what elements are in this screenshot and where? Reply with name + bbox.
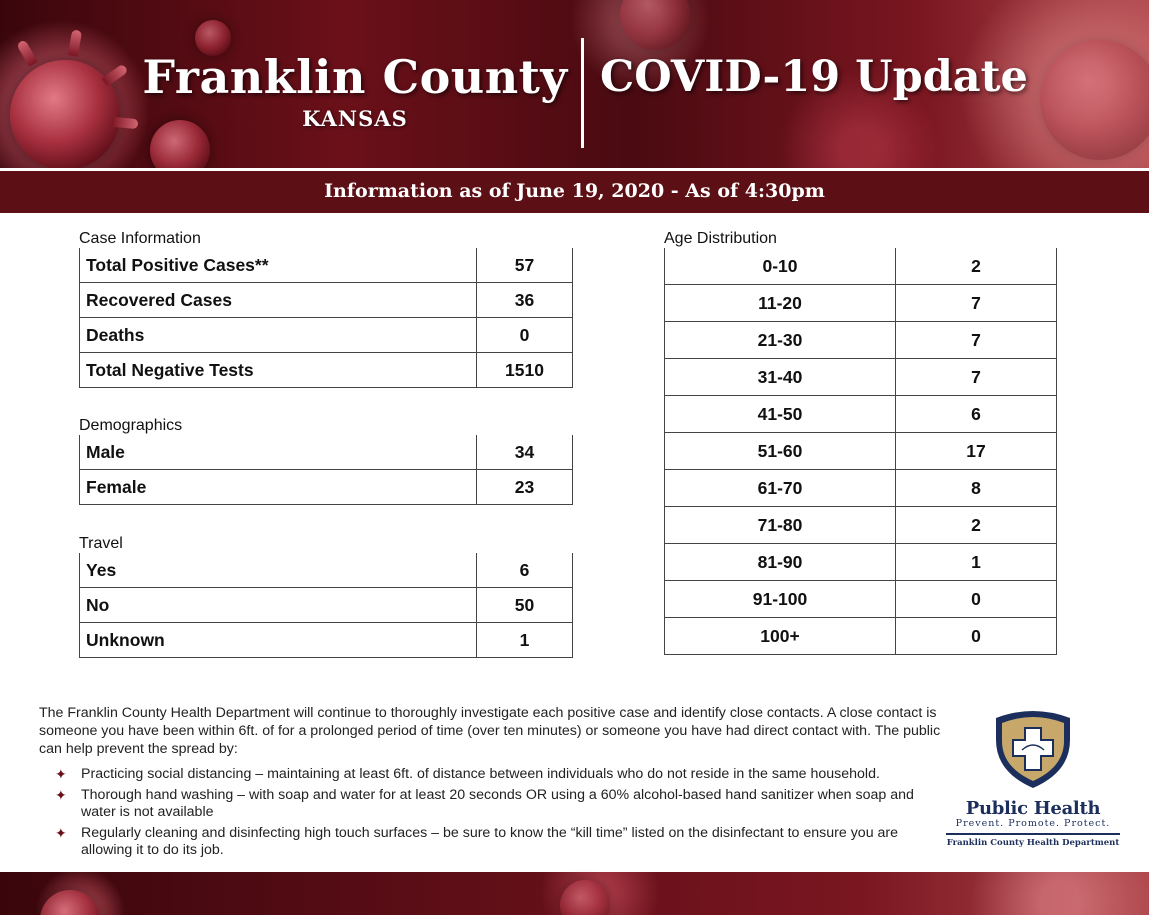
age-range: 51-60 — [665, 433, 896, 469]
header-banner — [0, 0, 1149, 168]
row-label: Recovered Cases — [80, 283, 477, 317]
age-count: 17 — [966, 441, 986, 461]
case-information-heading: Case Information — [79, 230, 201, 247]
table-row — [664, 470, 1057, 507]
virus-illustration — [560, 880, 610, 915]
age-count: 6 — [971, 404, 981, 424]
logo-department: Franklin County Health Department — [946, 838, 1120, 848]
virus-spike — [16, 39, 38, 67]
age-distribution-heading: Age Distribution — [664, 230, 777, 247]
table-row — [79, 623, 573, 658]
row-value: 34 — [514, 442, 535, 462]
table-row — [79, 318, 573, 353]
table-row — [664, 581, 1057, 618]
row-value: 50 — [514, 595, 535, 615]
age-range: 21-30 — [665, 322, 896, 358]
age-range: 100+ — [665, 618, 896, 654]
bullet-text: Practicing social distancing – maintaining at least 6ft. of distance between individuals who do not reside in the same household. — [81, 766, 880, 782]
logo-divider — [946, 833, 1120, 835]
row-label: Total Negative Tests — [80, 353, 477, 387]
case-information-table — [79, 230, 573, 388]
age-range: 71-80 — [665, 507, 896, 543]
header-divider — [581, 38, 584, 148]
row-label: Total Positive Cases** — [80, 248, 477, 282]
age-range: 61-70 — [665, 470, 896, 506]
age-count: 7 — [971, 330, 981, 350]
virus-illustration — [1040, 40, 1149, 160]
age-range: 0-10 — [665, 248, 896, 284]
age-range: 11-20 — [665, 285, 896, 321]
table-row — [664, 322, 1057, 359]
age-range: 31-40 — [665, 359, 896, 395]
virus-illustration — [620, 0, 690, 50]
row-label: Yes — [80, 553, 477, 587]
table-row — [664, 396, 1057, 433]
row-label: Unknown — [80, 623, 477, 657]
row-value: 6 — [519, 560, 530, 580]
travel-table — [79, 535, 573, 658]
age-range: 91-100 — [665, 581, 896, 617]
table-row — [79, 553, 573, 588]
virus-spike — [68, 29, 82, 56]
info-date-bar: Information as of June 19, 2020 - As of 4:30pm — [0, 171, 1149, 213]
update-title: COVID-19 Update — [600, 52, 1028, 102]
footer-band — [0, 872, 1149, 915]
table-row — [664, 433, 1057, 470]
table-row — [79, 353, 573, 388]
age-count: 0 — [971, 626, 981, 646]
age-count: 2 — [971, 515, 981, 535]
age-range: 81-90 — [665, 544, 896, 580]
virus-illustration — [40, 890, 100, 915]
row-value: 36 — [514, 290, 535, 310]
age-range: 41-50 — [665, 396, 896, 432]
demographics-table — [79, 417, 573, 505]
age-count: 7 — [971, 293, 981, 313]
table-row — [664, 248, 1057, 285]
age-count: 7 — [971, 367, 981, 387]
table-row — [79, 283, 573, 318]
table-row — [664, 507, 1057, 544]
logo-tagline: Prevent. Promote. Protect. — [955, 818, 1111, 829]
age-count: 2 — [971, 256, 981, 276]
shield-cross-icon — [992, 710, 1074, 790]
age-count: 1 — [971, 552, 981, 572]
row-value: 0 — [519, 325, 530, 345]
virus-spike — [101, 63, 128, 86]
prevention-list — [55, 766, 925, 863]
star-bullet-icon: ✦ — [55, 766, 67, 782]
star-bullet-icon: ✦ — [55, 825, 67, 841]
bullet-text: Regularly cleaning and disinfecting high touch surfaces – be sure to know the “kill time” listed on the disinfectant to ensure you are allowing it to do its job. — [81, 825, 899, 858]
prevention-intro-paragraph: The Franklin County Health Department will continue to thoroughly investigate each positive case and identify close contacts. A close contact is someone you have been within 6ft. of for a prolonged period of time (over ten minutes) or someone you have had direct contact with. The public can help prevent the spread by: — [39, 705, 941, 757]
bullet-text: Thorough hand washing – with soap and water for at least 20 seconds OR using a 60% alcohol-based hand sanitizer when soap and water is not available — [81, 787, 914, 820]
list-item — [55, 787, 925, 821]
table-row — [79, 588, 573, 623]
age-count: 0 — [971, 589, 981, 609]
age-distribution-table — [664, 230, 1057, 655]
table-row — [79, 248, 573, 283]
row-label: No — [80, 588, 477, 622]
table-row — [664, 359, 1057, 396]
row-label: Female — [80, 470, 477, 504]
table-row — [664, 618, 1057, 655]
row-value: 23 — [514, 477, 535, 497]
row-value: 1510 — [505, 360, 544, 380]
public-health-logo — [946, 710, 1120, 850]
table-row — [664, 544, 1057, 581]
table-row — [79, 470, 573, 505]
row-value: 1 — [519, 630, 530, 650]
age-count: 8 — [971, 478, 981, 498]
logo-title: Public Health — [965, 798, 1101, 819]
travel-heading: Travel — [79, 535, 123, 552]
virus-spike — [112, 117, 139, 129]
row-label: Deaths — [80, 318, 477, 352]
list-item — [55, 766, 925, 783]
table-row — [664, 285, 1057, 322]
state-subtitle: KANSAS — [302, 106, 408, 131]
table-row — [79, 435, 573, 470]
demographics-heading: Demographics — [79, 417, 183, 434]
row-value: 57 — [514, 255, 535, 275]
star-bullet-icon: ✦ — [55, 787, 67, 803]
list-item — [55, 825, 925, 859]
row-label: Male — [80, 435, 477, 469]
county-title: Franklin County — [142, 50, 568, 104]
